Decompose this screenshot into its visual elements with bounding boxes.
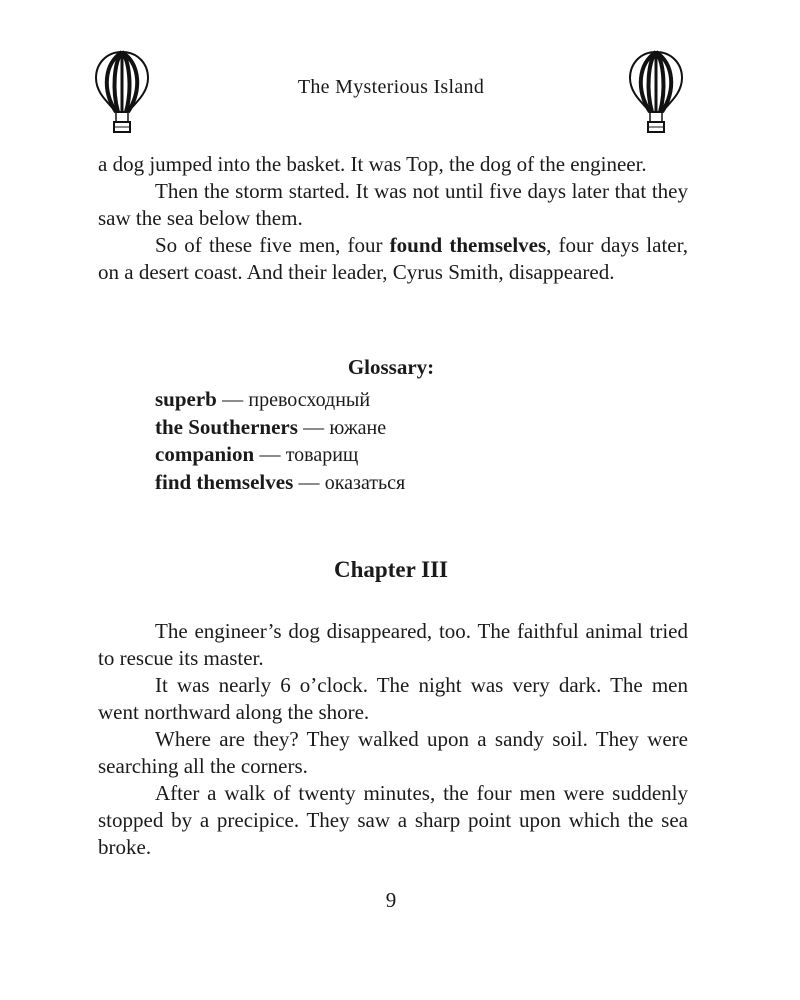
paragraph-text: So of these five men, four [155,233,390,257]
running-head-title: The Mysterious Island [297,76,485,98]
highlighted-phrase: found themselves [389,233,547,257]
glossary-term: superb [155,387,217,411]
paragraph: After a walk of twenty minutes, the four men were suddenly stopped by a precipice. They saw a sharp point upon which the sea broke. [98,781,688,859]
paragraph: a dog jumped into the basket. It was Top, the dog of the engineer. [98,152,647,176]
glossary-translation: южане [329,416,387,439]
hot-air-balloon-icon [628,50,684,134]
glossary-translation: оказаться [324,471,406,494]
glossary-item: find themselves — оказаться [155,469,406,494]
paragraph [98,232,688,286]
story-text-top [98,151,688,286]
glossary-term: companion [155,442,255,466]
glossary-translation: товарищ [285,444,359,466]
glossary-item: superb — превосходный [155,387,371,411]
glossary-item: the Southerners — южане [155,414,387,439]
paragraph: Where are they? They walked upon a sandy soil. They were searching all the corners. [98,727,688,778]
paragraph: The engineer’s dog disappeared, too. The faithful animal tried to rescue its master. [98,619,688,670]
story-text-chapter [98,618,688,861]
glossary-term: the Southerners [155,414,298,439]
paragraph: It was nearly 6 o’clock. The night was very dark. The men went northward along the shore. [98,673,688,724]
glossary-list [155,386,405,496]
glossary-term: find themselves [155,469,294,494]
paragraph-text: , four days later, on a desert coast. And their leader, Cyrus Smith, disappeared. [98,233,688,284]
glossary-heading: Glossary: [347,355,435,379]
chapter-title: Chapter III [334,557,448,582]
page-number: 9 [385,888,397,912]
paragraph: Then the storm started. It was not until five days later that they saw the sea below them. [98,179,688,230]
glossary-translation: превосходный [248,389,371,411]
glossary-item: companion — товарищ [155,442,359,466]
